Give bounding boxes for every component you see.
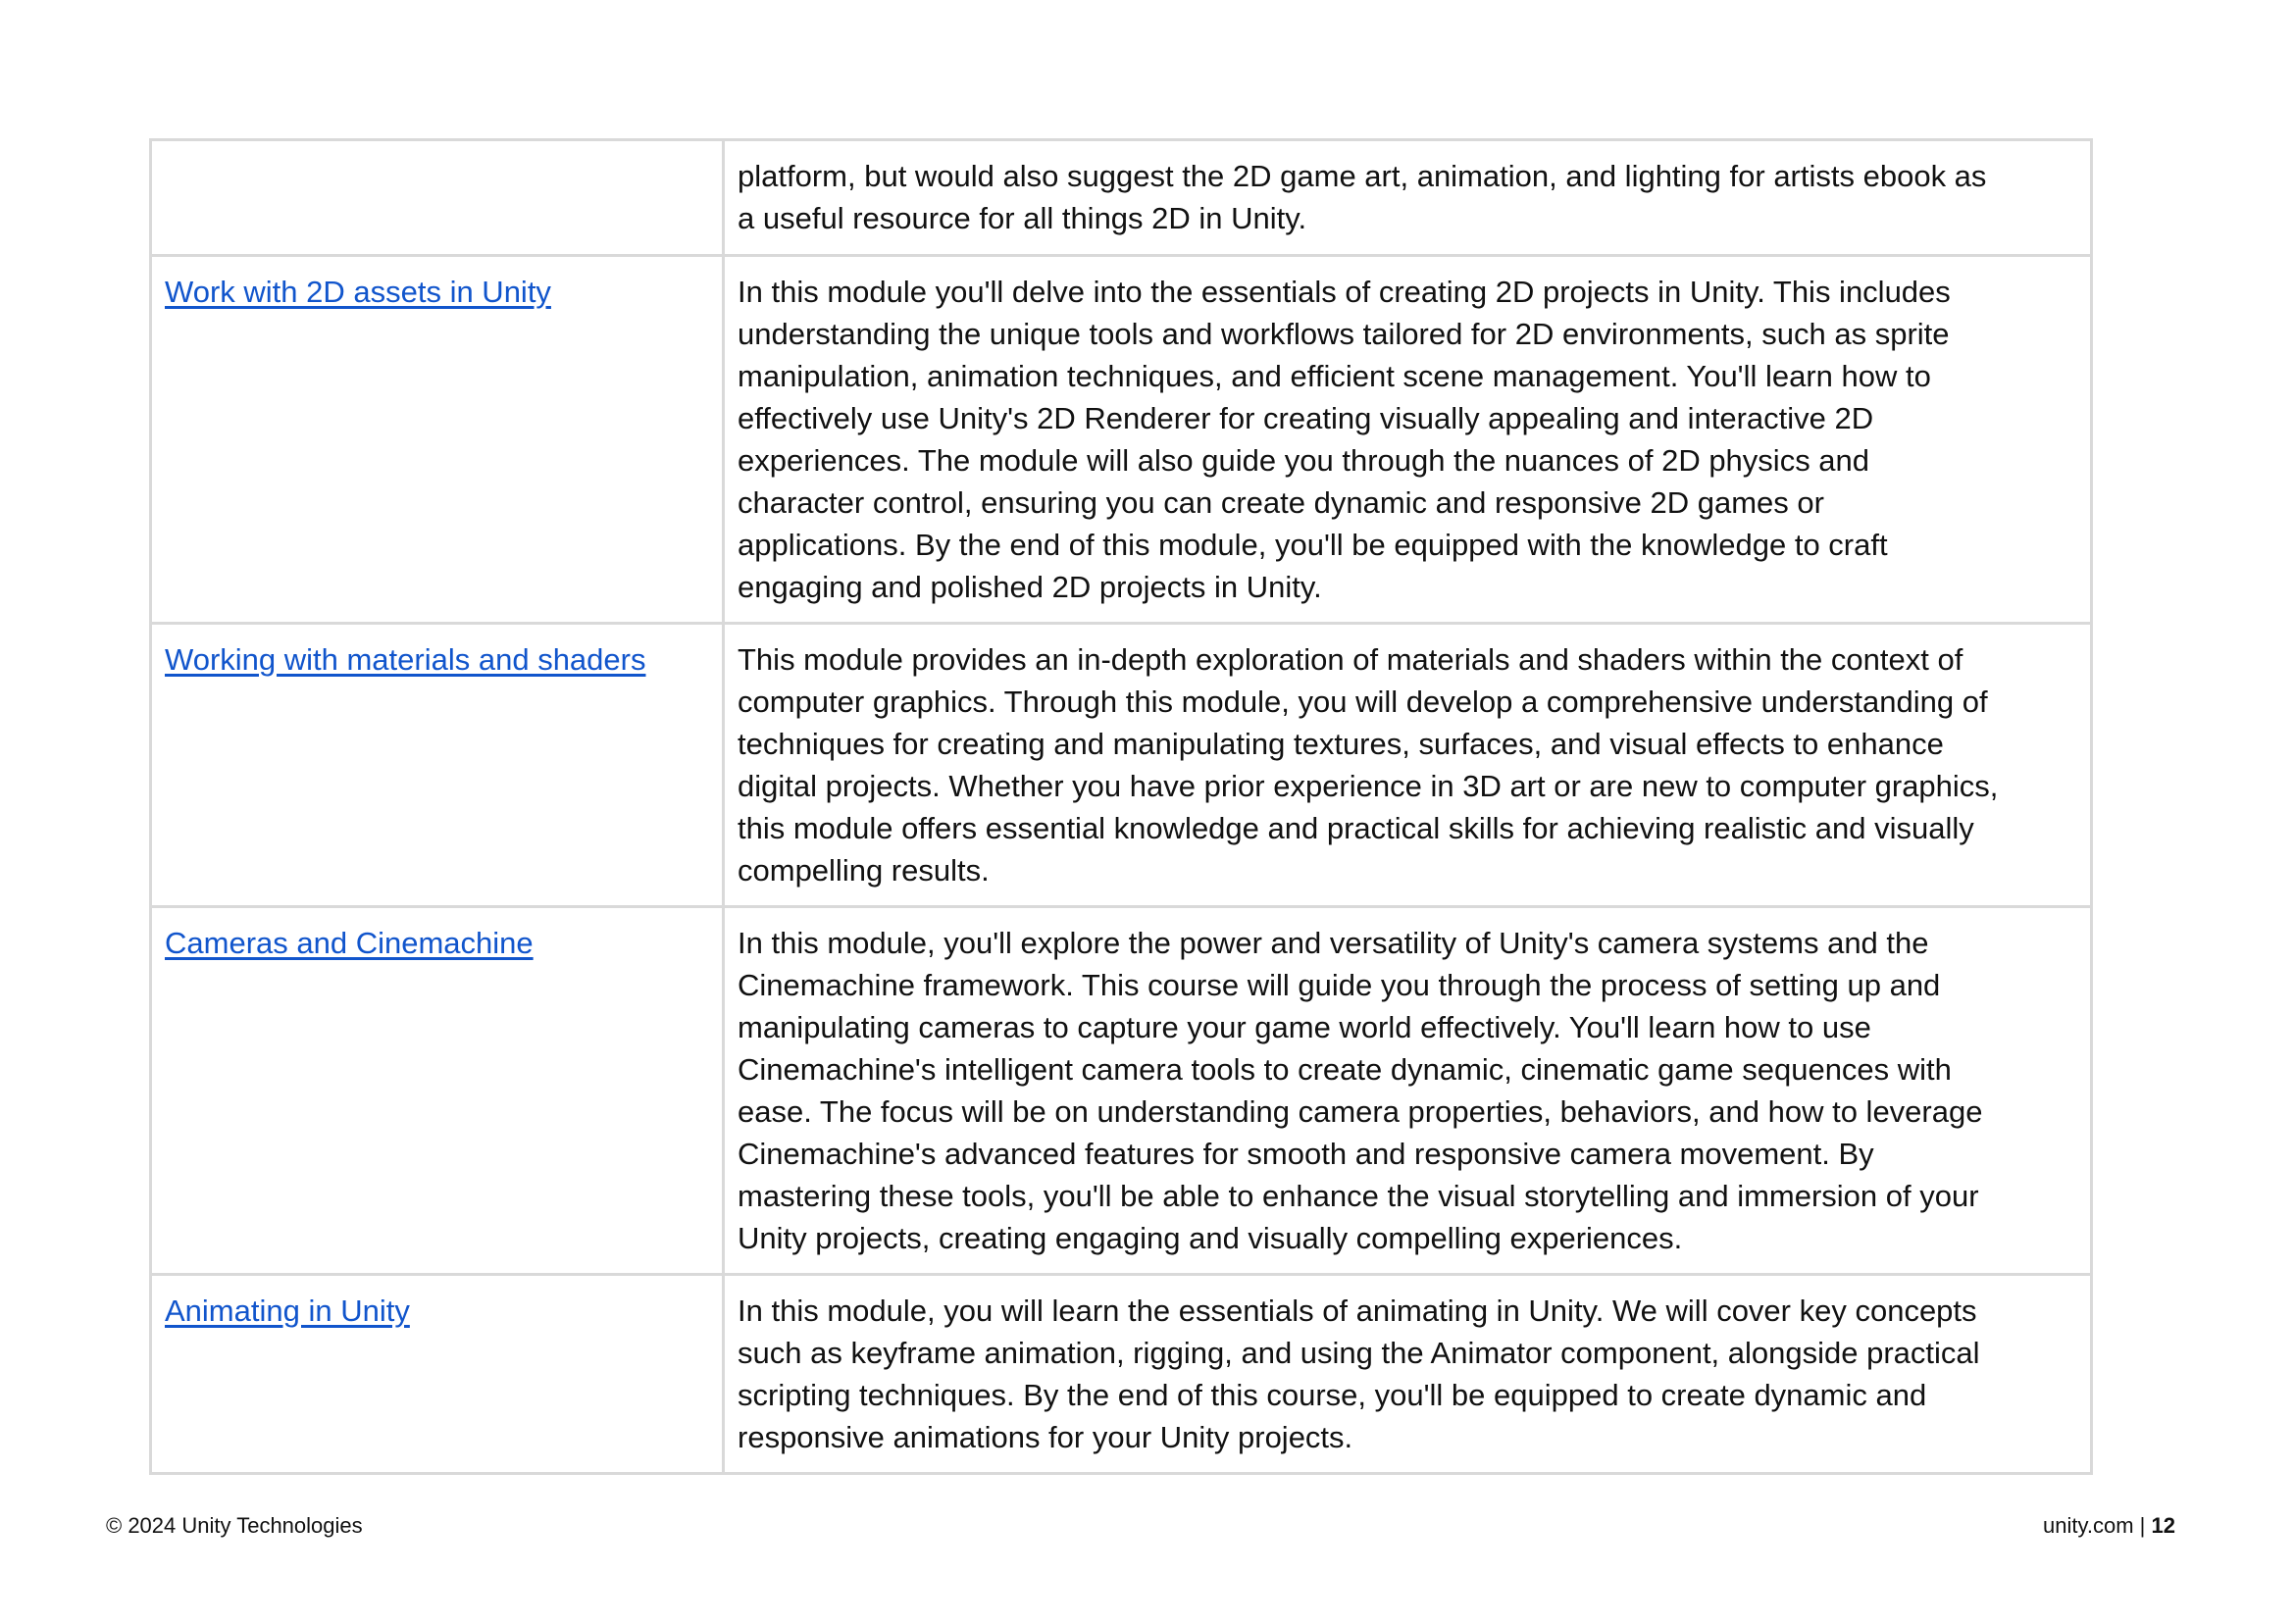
description-line: responsive animations for your Unity projects. [738, 1420, 1353, 1454]
description-line: In this module, you'll explore the power and versatility of Unity's camera systems and the [738, 926, 1929, 960]
table-row [151, 624, 2092, 907]
table-row [151, 256, 2092, 624]
description-line: ease. The focus will be on understanding camera properties, behaviors, and how to leverage [738, 1094, 1983, 1129]
modules-table [149, 138, 2093, 1475]
module-title-cell [151, 624, 724, 907]
description-line: platform, but would also suggest the 2D game art, animation, and lighting for artists ebook as [738, 159, 1987, 193]
description-line: effectively use Unity's 2D Renderer for creating visually appealing and interactive 2D [738, 401, 1874, 435]
description-line: In this module, you will learn the essentials of animating in Unity. We will cover key concepts [738, 1294, 1977, 1328]
table-row [151, 140, 2092, 256]
description-line: In this module you'll delve into the essentials of creating 2D projects in Unity. This includes [738, 275, 1951, 309]
footer-separator: | [2139, 1513, 2146, 1538]
description-line: a useful resource for all things 2D in Unity. [738, 201, 1307, 235]
description-line: experiences. The module will also guide you through the nuances of 2D physics and [738, 443, 1870, 478]
table-row [151, 907, 2092, 1275]
description-line: applications. By the end of this module, you'll be equipped with the knowledge to craft [738, 528, 1888, 562]
description-line: Unity projects, creating engaging and visually compelling experiences. [738, 1221, 1683, 1255]
description-line: such as keyframe animation, rigging, and using the Animator component, alongside practical [738, 1336, 1980, 1370]
table-row [151, 1275, 2092, 1474]
page-number: 12 [2151, 1513, 2175, 1538]
description-line: manipulation, animation techniques, and efficient scene management. You'll learn how to [738, 359, 1931, 393]
module-title-cell [151, 256, 724, 624]
description-line: computer graphics. Through this module, you will develop a comprehensive understanding of [738, 685, 1988, 719]
description-line: manipulating cameras to capture your game world effectively. You'll learn how to use [738, 1010, 1871, 1044]
module-link[interactable]: Cameras and Cinemachine [165, 926, 534, 960]
description-line: techniques for creating and manipulating textures, surfaces, and visual effects to enhance [738, 727, 1944, 761]
module-title-cell [151, 140, 724, 256]
description-line: engaging and polished 2D projects in Unity. [738, 570, 1322, 604]
description-line: Cinemachine's intelligent camera tools to create dynamic, cinematic game sequences with [738, 1052, 1952, 1087]
description-line: compelling results. [738, 853, 990, 888]
footer-right [2043, 1511, 2175, 1541]
description-line: character control, ensuring you can create dynamic and responsive 2D games or [738, 485, 1824, 520]
footer-copyright: © 2024 Unity Technologies [106, 1513, 363, 1538]
footer-site: unity.com [2043, 1513, 2134, 1538]
module-title-cell [151, 1275, 724, 1474]
module-description-cell [724, 140, 2092, 256]
description-line: Cinemachine's advanced features for smooth and responsive camera movement. By [738, 1137, 1874, 1171]
module-description-cell [724, 1275, 2092, 1474]
description-line: understanding the unique tools and workflows tailored for 2D environments, such as sprite [738, 317, 1950, 351]
module-link[interactable]: Work with 2D assets in Unity [165, 275, 551, 309]
module-link[interactable]: Animating in Unity [165, 1294, 410, 1328]
module-description-cell [724, 907, 2092, 1275]
description-line: Cinemachine framework. This course will guide you through the process of setting up and [738, 968, 1941, 1002]
description-line: this module offers essential knowledge and practical skills for achieving realistic and visually [738, 811, 1974, 845]
description-line: scripting techniques. By the end of this course, you'll be equipped to create dynamic and [738, 1378, 1927, 1412]
description-line: digital projects. Whether you have prior experience in 3D art or are new to computer graphics, [738, 769, 1999, 803]
description-line: mastering these tools, you'll be able to enhance the visual storytelling and immersion of your [738, 1179, 1979, 1213]
module-description-cell [724, 624, 2092, 907]
description-line: This module provides an in-depth exploration of materials and shaders within the context of [738, 642, 1963, 677]
module-description-cell [724, 256, 2092, 624]
module-link[interactable]: Working with materials and shaders [165, 642, 646, 677]
module-title-cell [151, 907, 724, 1275]
